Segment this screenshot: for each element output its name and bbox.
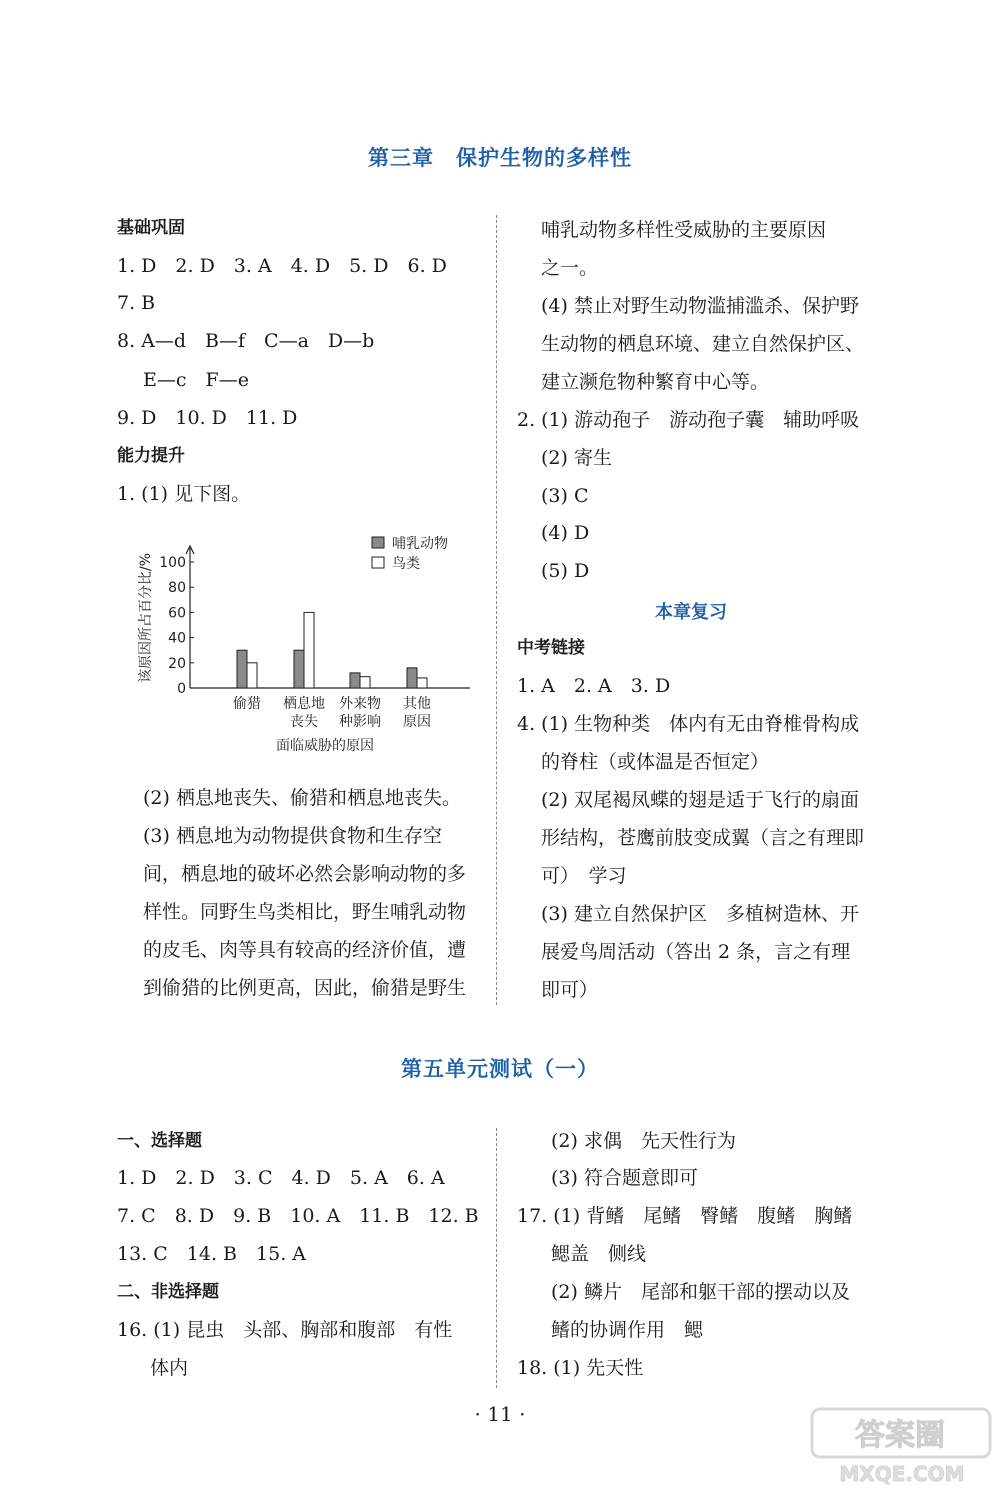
watermark-logo xyxy=(810,1405,995,1490)
x-tick-label: 外来物 xyxy=(339,696,381,712)
answer-line: 17. (1) 背鳍 尾鳍 臀鳍 腹鳍 胸鳍 xyxy=(517,1205,853,1227)
answer-line: 1. D 2. D 3. C 4. D 5. A 6. A xyxy=(117,1167,445,1189)
answer-line: 鳃盖 侧线 xyxy=(551,1243,647,1265)
x-tick-label: 原因 xyxy=(403,714,431,730)
bar xyxy=(247,663,257,688)
answer-line: 可） 学习 xyxy=(541,865,627,887)
answer-line: (2) 寄生 xyxy=(541,447,612,469)
answer-line: 13. C 14. B 15. A xyxy=(117,1243,306,1265)
answer-line: (4) D xyxy=(541,522,590,544)
threat-reasons-bar-chart xyxy=(130,525,480,765)
answer-line: 18. (1) 先天性 xyxy=(517,1357,644,1379)
answer-line: 间，栖息地的破坏必然会影响动物的多 xyxy=(143,863,467,885)
svg-text:答案圈: 答案圈 xyxy=(855,1418,945,1453)
answer-line: (2) 双尾褐凤蝶的翅是适于飞行的扇面 xyxy=(541,789,859,811)
page-number: · 11 · xyxy=(474,1402,526,1426)
x-axis-label: 面临威胁的原因 xyxy=(276,738,374,754)
answer-line: 哺乳动物多样性受威胁的主要原因 xyxy=(541,219,827,241)
answer-line: 即可） xyxy=(541,979,599,1001)
bar xyxy=(350,673,360,688)
answer-line: 8. A—d B—f C—a D—b xyxy=(117,330,375,352)
column-divider xyxy=(496,1128,497,1388)
answer-line: 到偷猎的比例更高，因此，偷猎是野生 xyxy=(143,977,467,999)
y-tick-label: 80 xyxy=(168,580,186,597)
bar xyxy=(360,677,370,688)
y-tick-label: 60 xyxy=(168,605,186,622)
legend-label: 哺乳动物 xyxy=(392,536,448,552)
y-tick-label: 100 xyxy=(159,555,186,571)
x-tick-label: 种影响 xyxy=(339,714,381,730)
x-tick-label: 丧失 xyxy=(290,714,318,730)
answer-line: 7. B xyxy=(117,292,156,314)
answer-line: (2) 栖息地丧失、偷猎和栖息地丧失。 xyxy=(143,787,461,809)
legend-label: 鸟类 xyxy=(392,556,420,572)
answer-line: 1. A 2. A 3. D xyxy=(517,675,671,697)
answer-line: 2. (1) 游动孢子 游动孢子囊 辅助呼吸 xyxy=(517,409,860,431)
answer-line: 1. (1) 见下图。 xyxy=(117,483,251,505)
multiple-choice-heading: 一、选择题 xyxy=(117,1131,202,1151)
ability-improvement-heading: 能力提升 xyxy=(117,446,185,466)
answer-line: (2) 鳞片 尾部和躯干部的摆动以及 xyxy=(551,1281,850,1303)
answer-line: 之一。 xyxy=(541,257,599,279)
unit-test-title: 第五单元测试（一） xyxy=(401,1057,599,1081)
non-choice-heading: 二、非选择题 xyxy=(117,1282,219,1302)
answer-line: 体内 xyxy=(150,1357,189,1379)
basic-consolidation-heading: 基础巩固 xyxy=(117,218,185,238)
answer-line: 生动物的栖息环境、建立自然保护区、 xyxy=(541,333,865,355)
bar xyxy=(417,678,427,688)
bar xyxy=(294,650,304,688)
legend-swatch xyxy=(372,537,384,548)
chapter-title: 第三章 保护生物的多样性 xyxy=(368,146,632,170)
y-tick-label: 20 xyxy=(168,655,186,672)
column-divider xyxy=(496,215,497,1005)
answer-line: 1. D 2. D 3. A 4. D 5. D 6. D xyxy=(117,255,447,277)
answer-line: 16. (1) 昆虫 头部、胸部和腹部 有性 xyxy=(117,1319,453,1341)
answer-line: (3) 建立自然保护区 多植树造林、开 xyxy=(541,903,859,925)
exam-link-heading: 中考链接 xyxy=(517,638,585,658)
chapter-review-title: 本章复习 xyxy=(655,602,727,623)
answer-line: (5) D xyxy=(541,560,590,582)
answer-line: (3) 符合题意即可 xyxy=(551,1167,698,1189)
answer-line: 的皮毛、肉等具有较高的经济价值，遭 xyxy=(143,939,467,961)
y-tick-label: 0 xyxy=(177,681,186,697)
svg-text:MXQE.COM: MXQE.COM xyxy=(839,1462,965,1486)
bar xyxy=(237,650,247,688)
answer-line: 建立濒危物种繁育中心等。 xyxy=(541,371,770,393)
answer-line: 样性。同野生鸟类相比，野生哺乳动物 xyxy=(143,901,467,923)
answer-line: (4) 禁止对野生动物滥捕滥杀、保护野 xyxy=(541,295,859,317)
answer-line: 9. D 10. D 11. D xyxy=(117,407,298,429)
y-tick-label: 40 xyxy=(168,630,186,647)
bar xyxy=(407,668,417,688)
y-axis-label: 该原因所占百分比/% xyxy=(138,552,154,684)
answer-line: (2) 求偶 先天性行为 xyxy=(551,1130,736,1152)
x-tick-label: 栖息地 xyxy=(283,696,325,712)
x-tick-label: 其他 xyxy=(403,696,431,712)
legend-swatch xyxy=(372,557,384,568)
answer-line: 的脊柱（或体温是否恒定） xyxy=(541,751,770,773)
answer-line: (3) C xyxy=(541,485,589,507)
answer-line: 4. (1) 生物种类 体内有无由脊椎骨构成 xyxy=(517,713,860,735)
answer-line: (3) 栖息地为动物提供食物和生存空 xyxy=(143,825,442,847)
answer-line: 鳍的协调作用 鳃 xyxy=(551,1319,704,1341)
x-tick-label: 偷猎 xyxy=(233,696,261,712)
answer-line: 7. C 8. D 9. B 10. A 11. B 12. B xyxy=(117,1205,479,1227)
answer-line: 展爱鸟周活动（答出 2 条，言之有理 xyxy=(541,941,851,963)
answer-line: E—c F—e xyxy=(143,369,249,391)
answer-line: 形结构，苍鹰前肢变成翼（言之有理即 xyxy=(541,827,865,849)
bar xyxy=(304,612,314,688)
